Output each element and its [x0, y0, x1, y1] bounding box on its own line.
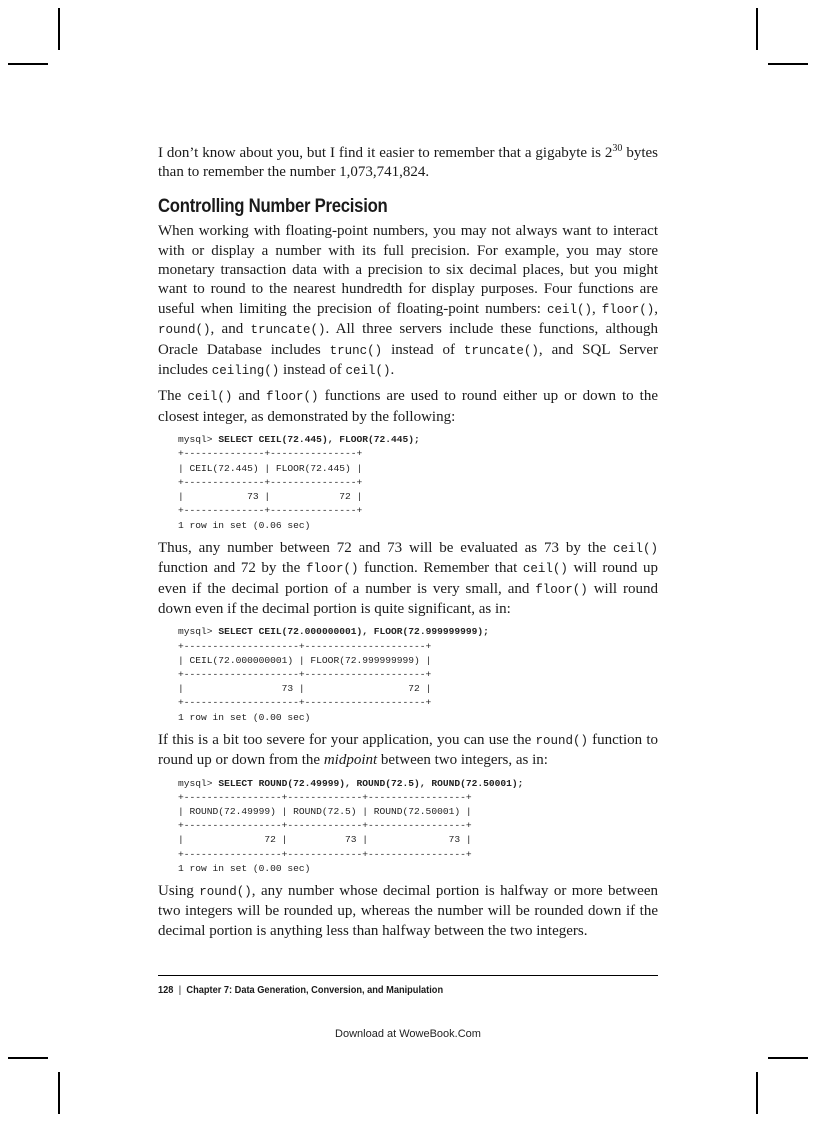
mysql-prompt: mysql>	[178, 626, 219, 638]
text-run: .	[390, 362, 395, 379]
page-footer	[158, 984, 443, 996]
text-run: will round up even if the decimal portion of a number is very small, and	[158, 560, 658, 597]
emphasis-midpoint: midpoint	[323, 752, 378, 769]
code-ceil: ceil()	[546, 302, 592, 317]
crop-mark	[58, 8, 60, 50]
crop-mark	[58, 1072, 60, 1114]
page-number: 128	[158, 984, 174, 996]
code-ceil: ceil()	[345, 364, 391, 379]
mysql-prompt: mysql>	[178, 777, 219, 789]
text-run: When working with floating-point numbers, you may not always want to interact with or display a number with its full precision. For example, you may store monetary transaction data with a precision to six decimal places, but you might want to round to the nearest hundredth for display purposes. Four functions are useful when limiting the precision of floating-point numbers:	[158, 223, 658, 317]
crop-mark	[768, 63, 808, 65]
code-example-2	[178, 625, 658, 724]
query-output: +-----------------+-------------+-----------------+ | ROUND(72.49999) | ROUND(72.5) | ROUND(72.50001) | +-----------------+-------------+-----------------+ | 72 | 73 | 73 | +-----------------+-------------+-----------------+ 1 row in set (0.00 sec)	[178, 791, 472, 874]
code-example-3	[178, 777, 658, 876]
text-run: functions are used to round either up or down to the closest integer, as demonstrated by the following:	[158, 388, 658, 425]
text-run: function. Remember that	[358, 560, 523, 577]
code-ceil: ceil()	[612, 541, 658, 556]
query-output: +--------------+---------------+ | CEIL(72.445) | FLOOR(72.445) | +--------------+---------------+ | 73 | 72 | +--------------+---------------+ 1 row in set (0.06 sec)	[178, 448, 363, 531]
text-run: instead of	[382, 341, 464, 358]
code-ceil: ceil()	[522, 562, 568, 577]
paragraph-round	[158, 731, 658, 771]
intro-text: bytes than to remember the number 1,073,741,824.	[158, 145, 658, 181]
intro-paragraph	[158, 144, 658, 183]
code-ceiling: ceiling()	[211, 364, 280, 379]
code-round: round()	[158, 323, 211, 338]
crop-mark	[756, 1072, 758, 1114]
sql-command: SELECT ROUND(72.49999), ROUND(72.5), ROUND(72.50001);	[218, 777, 524, 789]
sql-command: SELECT CEIL(72.000000001), FLOOR(72.999999999);	[218, 626, 489, 638]
text-run: , and	[210, 321, 251, 338]
text-run: ,	[591, 300, 602, 317]
text-run: , any number whose decimal portion is halfway or more between two integers will be rounded up, whereas the number will be rounded down if the decimal portion is anything less than halfway between the two integers.	[158, 882, 658, 939]
paragraph-functions	[158, 222, 658, 381]
text-run: and	[232, 388, 267, 405]
crop-mark	[768, 1057, 808, 1059]
crop-mark	[8, 63, 48, 65]
crop-mark	[8, 1057, 48, 1059]
text-run: will round down even if the decimal portion is quite significant, as in:	[158, 580, 658, 617]
paragraph-thus	[158, 539, 658, 620]
code-floor: floor()	[601, 302, 655, 317]
footer-separator: |	[178, 984, 182, 996]
text-run: function to round up or down from the	[158, 731, 659, 769]
text-run: between two integers, as in:	[377, 752, 548, 769]
code-floor: floor()	[266, 390, 319, 405]
query-output: +--------------------+---------------------+ | CEIL(72.000000001) | FLOOR(72.999999999) | +--------------------+---------------------+ | 73 | 72 | +--------------------+---------------------+ 1 row in set (0.00 sec)	[178, 640, 432, 723]
exponent: 30	[612, 143, 623, 154]
crop-mark	[756, 8, 758, 50]
text-run: . All three servers include these functions, although Oracle Database includes	[158, 321, 658, 358]
sql-command: SELECT CEIL(72.445), FLOOR(72.445);	[218, 434, 420, 446]
text-run: Using	[158, 882, 200, 899]
intro-text: I don’t know about you, but I find it easier to remember that a gigabyte is 2	[158, 145, 613, 161]
text-run: The	[158, 388, 188, 405]
text-run: function and 72 by the	[158, 560, 306, 577]
footer-rule	[158, 975, 658, 976]
code-round: round()	[535, 733, 588, 748]
code-floor: floor()	[535, 582, 588, 597]
code-trunc: trunc()	[329, 343, 383, 358]
text-run: Thus, any number between 72 and 73 will be evaluated as 73 by the	[158, 539, 613, 556]
section-heading: Controlling Number Precision	[158, 195, 388, 217]
paragraph-ceil-floor	[158, 387, 658, 427]
code-round: round()	[199, 884, 252, 899]
code-example-1	[178, 433, 658, 532]
text-run: , and SQL Server includes	[158, 341, 658, 379]
text-run: ,	[654, 300, 658, 317]
paragraph-using-round	[158, 882, 658, 941]
page-content	[158, 144, 658, 947]
code-ceil: ceil()	[187, 390, 233, 405]
mysql-prompt: mysql>	[178, 434, 219, 446]
chapter-title: Chapter 7: Data Generation, Conversion, and Manipulation	[186, 984, 444, 996]
text-run: If this is a bit too severe for your application, you can use the	[158, 731, 536, 748]
code-truncate: truncate()	[463, 343, 539, 358]
download-watermark: Download at WoweBook.Com	[335, 1028, 481, 1040]
code-floor: floor()	[305, 562, 359, 577]
text-run: instead of	[279, 362, 346, 379]
code-truncate: truncate()	[250, 323, 326, 338]
